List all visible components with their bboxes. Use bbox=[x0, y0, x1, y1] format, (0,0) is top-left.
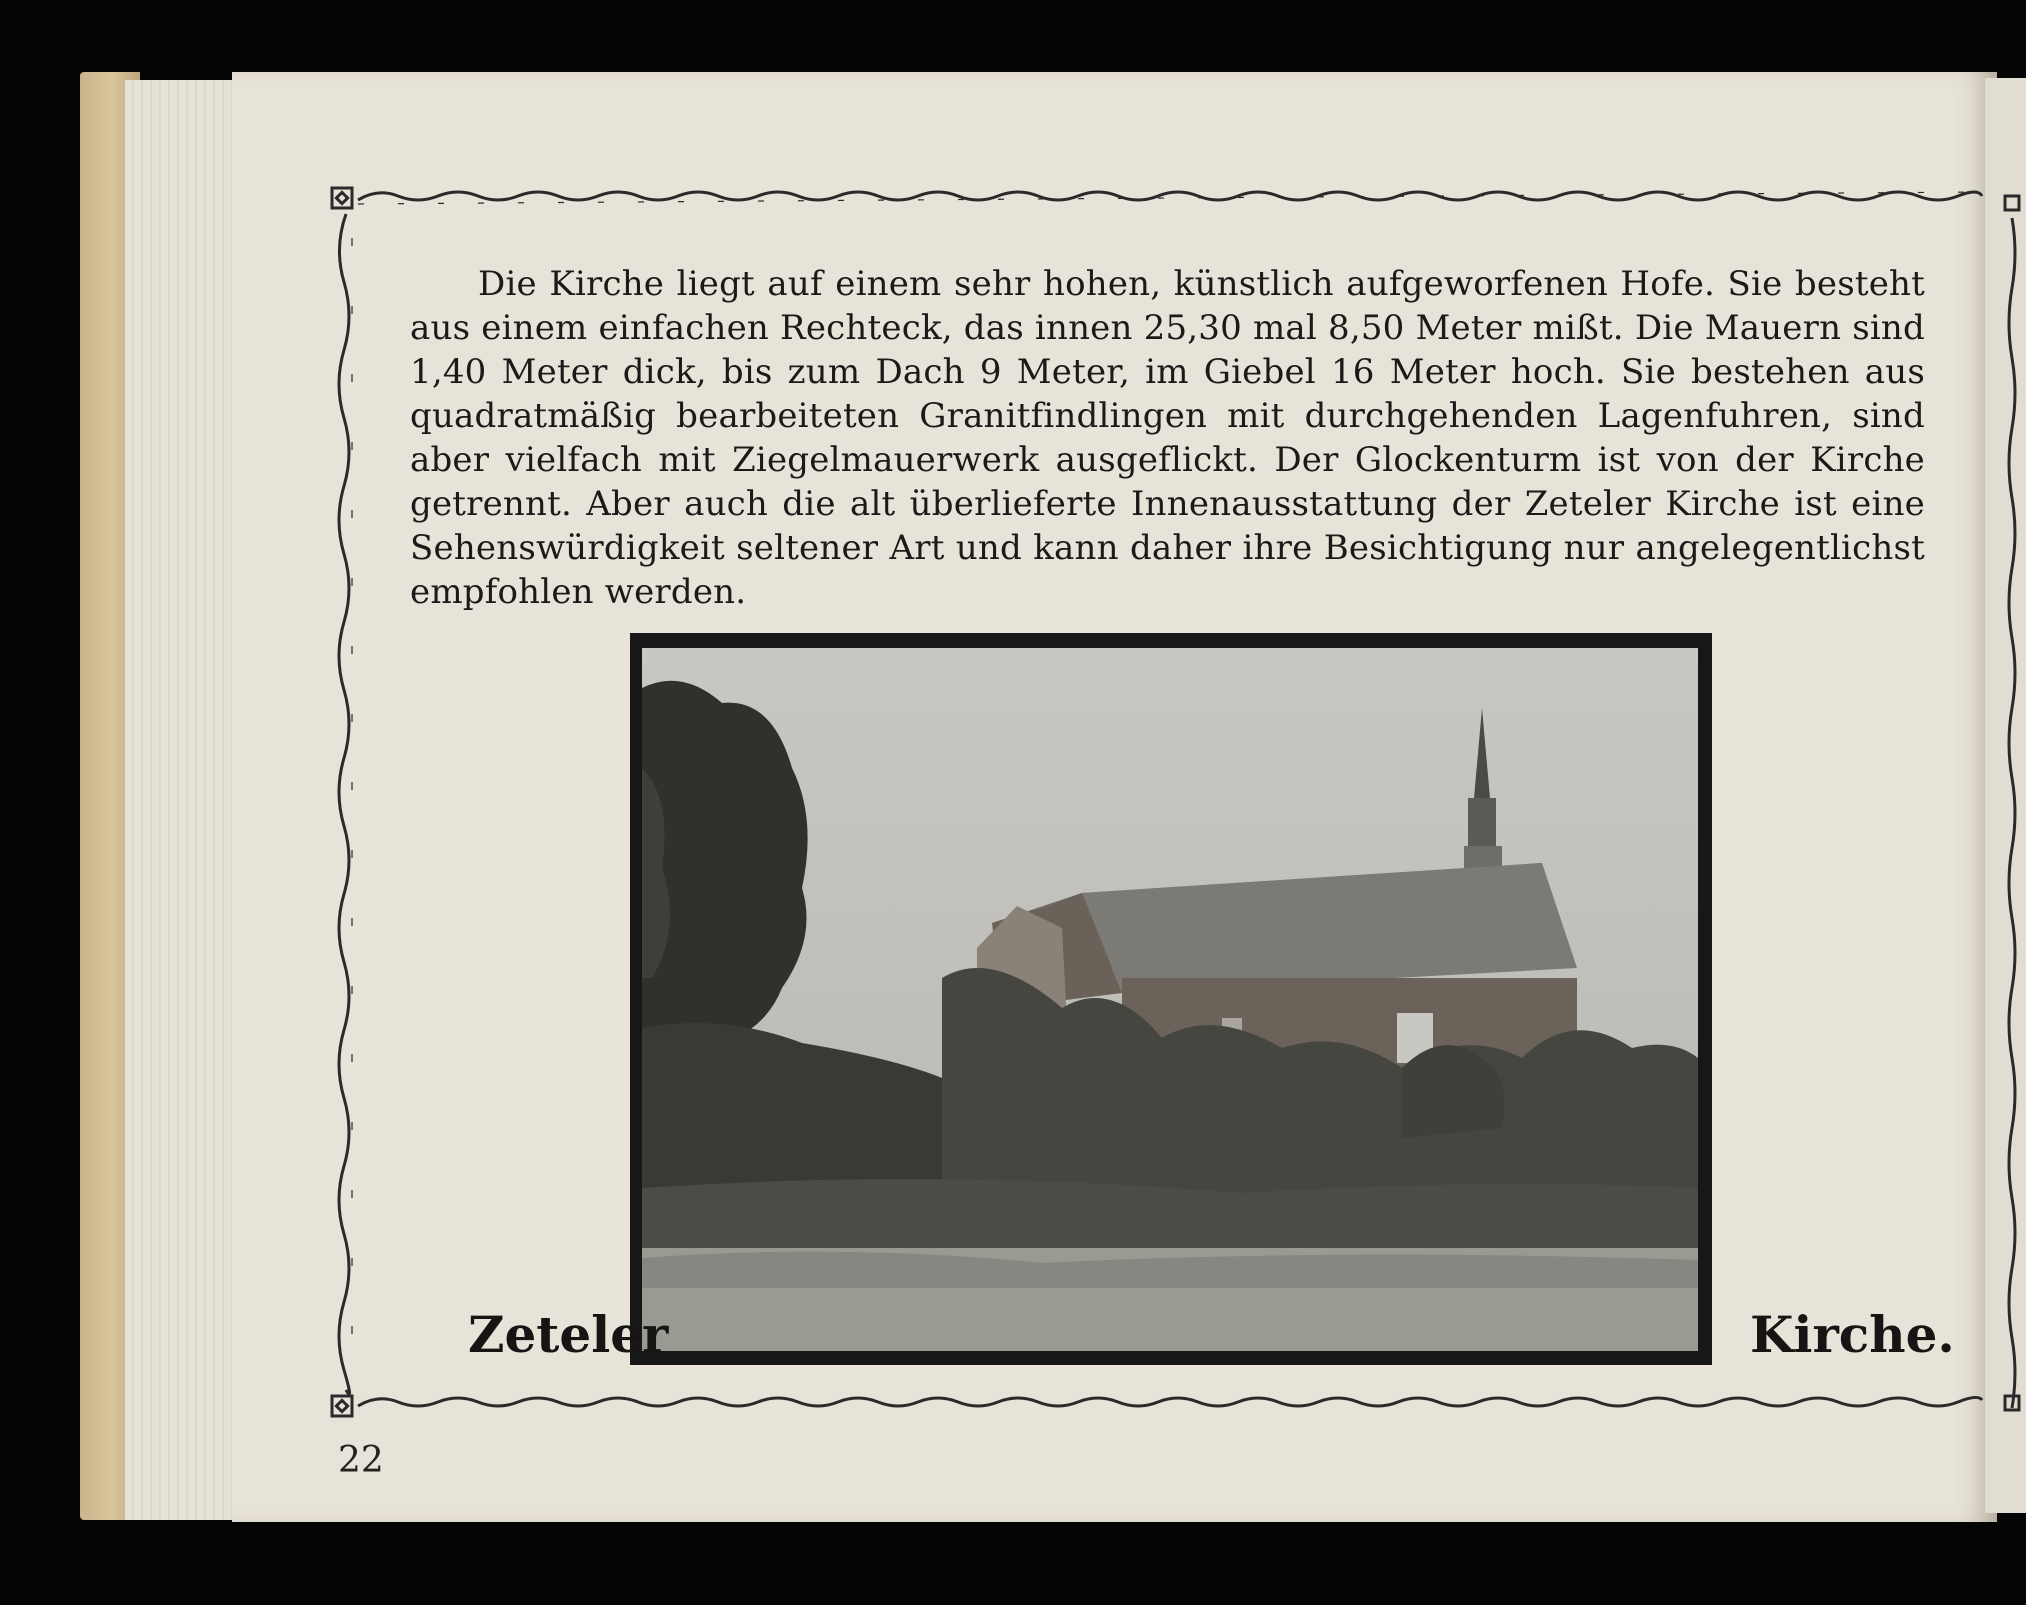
page-number: 22 bbox=[338, 1440, 384, 1481]
caption-left: Zeteler bbox=[468, 1305, 669, 1364]
church-illustration bbox=[642, 648, 1698, 1351]
caption-right: Kirche. bbox=[1750, 1305, 1955, 1364]
body-paragraph: Die Kirche liegt auf einem sehr hohen, künstlich aufgeworfenen Hofe. Sie besteht aus einem einfachen Rechteck, das innen 25,30 mal 8,50 Meter mißt. Die Mauern sind 1,40 Meter dick, bis zum Dach 9 Meter, im Giebel 16 Meter hoch. Sie bestehen aus quadratmäßig bearbeiteten Granitfindlingen mit durchgehenden Lagenfuhren, sind aber vielfach mit Ziegelmauerwerk ausgeflickt. Der Glockenturm ist von der Kirche getrennt. Aber auch die alt überlieferte Innenausstattung der Zeteler Kirche ist eine Sehenswürdigkeit seltener Art und kann daher ihre Besichtigung nur angelegentlichst empfohlen werden. bbox=[410, 264, 1925, 612]
church-photograph bbox=[642, 648, 1698, 1351]
